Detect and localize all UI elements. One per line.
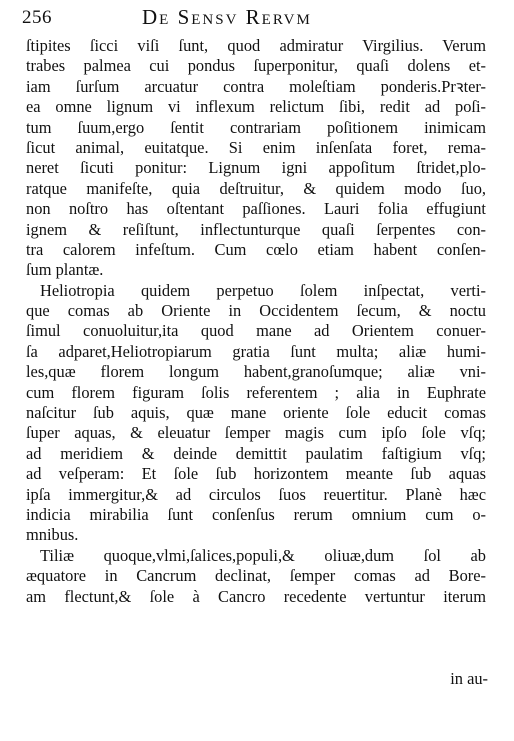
- catchword: in au-: [450, 669, 488, 688]
- text-line: mnibus.: [26, 525, 79, 545]
- text-line: ratque manifeſte, quia deſtruitur, & quidem modo ſuo,: [26, 178, 486, 198]
- text-line: les,quæ florem longum habent,granoſumque; aliæ vni-: [26, 362, 486, 382]
- paragraph-2: [26, 281, 486, 546]
- paragraph-1: [26, 36, 486, 281]
- text-line: ſuper aquas, & eleuatur ſemper magis cum ipſo ſole vſq;: [26, 423, 486, 443]
- text-line: ſtipites ſicci viſi ſunt, quod admiratur Virgilius. Verum: [26, 36, 486, 55]
- text-line: ſa adparet,Heliotropiarum gratia ſunt multa; aliæ humi-: [26, 341, 486, 361]
- text-line: ſum plantæ.: [26, 260, 104, 280]
- text-line: naſcitur ſub aquis, quæ mane oriente ſole educit comas: [26, 403, 486, 423]
- text-line: Tiliæ quoque,vlmi,ſalices,populi,& oliuæ,dum ſol ab: [40, 545, 486, 565]
- text-line: ipſa immergitur,& ad circulos ſuos reuertitur. Planè hæc: [26, 484, 486, 504]
- text-line: que comas ab Oriente in Occidentem ſecum, & noctu: [26, 301, 486, 321]
- text-line: ſimul conuoluitur,ita quod mane ad Orientem conuer-: [26, 321, 486, 341]
- text-line: ignem & reſiſtunt, inflectunturque quaſi ſerpentes con-: [26, 219, 486, 239]
- page-number: 256: [22, 7, 52, 28]
- text-line: ad meridiem & deinde demittit paulatim faſtigium vſq;: [26, 443, 486, 463]
- text-line: cum florem figuram ſolis referentem ; alia in Euphrate: [26, 382, 486, 402]
- text-line: ea omne lignum vi inflexum relictum ſibi, redit ad poſi-: [26, 97, 486, 117]
- text-line: tum ſuum,ergo ſentit contrariam poſitionem inimicam: [26, 117, 486, 137]
- text-line: indicia mirabilia ſunt conſenſus rerum omnium cum o-: [26, 504, 486, 524]
- text-line: æquatore in Cancrum declinat, ſemper comas ad Bore-: [26, 566, 486, 586]
- running-head: De Sensv Rervm: [142, 5, 312, 29]
- paragraph-3: [26, 546, 486, 607]
- text-line: iam ſurſum arcuatur contra moleſtiam ponderis.Prꝛter-: [26, 76, 486, 96]
- text-line: tra calorem infeſtum. Cum cœlo etiam habent conſen-: [26, 239, 486, 259]
- page-header: [22, 4, 492, 34]
- text-line: Heliotropia quidem perpetuo ſolem inſpectat, verti-: [40, 280, 486, 300]
- text-line: ſicut animal, euitatque. Si enim inſenſata foret, rema-: [26, 137, 486, 157]
- text-line: trabes palmea cui pondus ſuperponitur, quaſi dolens et-: [26, 56, 486, 76]
- body-text: [26, 36, 486, 607]
- text-line: neret ſicuti ponitur: Lignum igni appoſitum ſtridet,plo-: [26, 158, 486, 178]
- text-line: ad veſperam: Et ſole ſub horizontem meante ſub aquas: [26, 464, 486, 484]
- text-line: non noſtro has oſtentant paſſiones. Lauri folia effugiunt: [26, 199, 486, 219]
- text-line: am flectunt,& ſole à Cancro recedente vertuntur iterum: [26, 586, 486, 606]
